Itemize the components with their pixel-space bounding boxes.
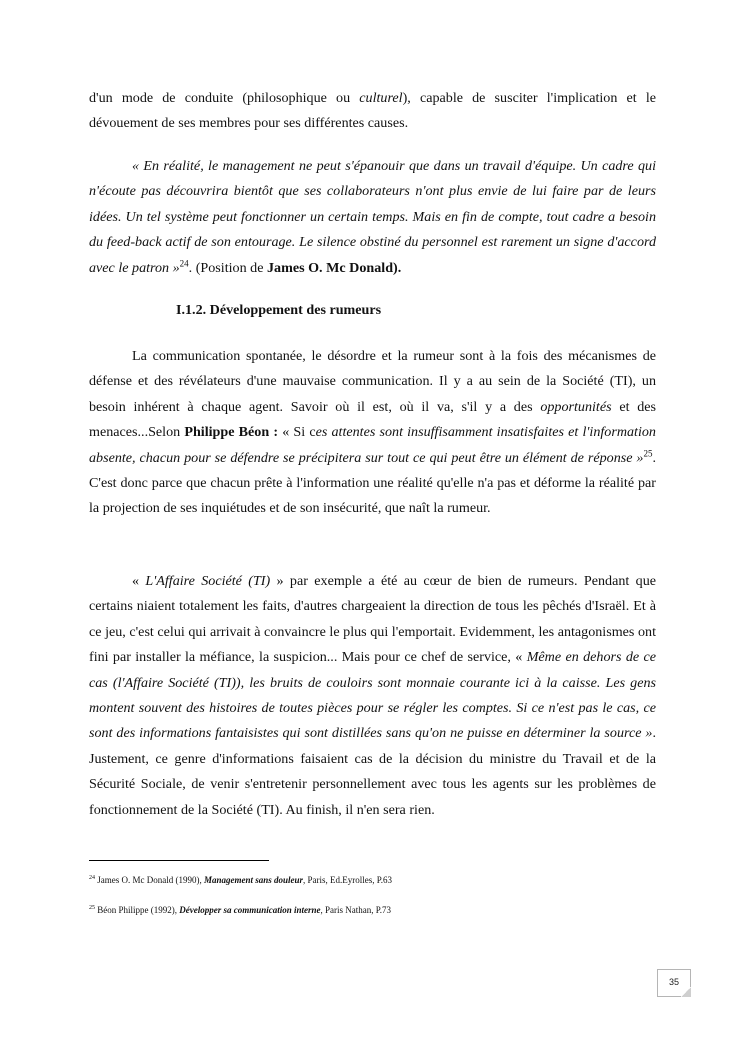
- paragraph-quote-mcdonald: [89, 154, 656, 281]
- text-run-italic: culturel: [359, 90, 403, 106]
- footnote-text: , Paris, Ed.Eyrolles, P.63: [303, 875, 393, 885]
- quotation-text: « En réalité, le management ne peut s'épanouir que dans un travail d'équipe. Un cadre qui n'écoute pas découvrira bientôt que ses collaborateurs n'ont plus envie de lui faire par de leurs idées. Un tel système peut fonctionner un certain temps. Mais en fin de compte, tout cadre a besoin du feed-back actif de son entourage. Le silence obstiné du personnel est rarement un signe d'accord avec le patron »: [89, 158, 656, 276]
- footnote-number: 24: [89, 875, 95, 881]
- footnote-24: [89, 874, 392, 886]
- footnote-book-title: Développer sa communication interne: [179, 905, 321, 915]
- author-name: Philippe Béon :: [184, 424, 279, 441]
- paragraph-rumeurs: [89, 344, 656, 522]
- text-run: ), capable de susciter l'implication et le dévouement de ses membres pour ses différentes causes.: [89, 90, 656, 132]
- text-run: « Si c: [278, 424, 316, 441]
- text-run-italic: L'Affaire Société (TI): [145, 573, 271, 589]
- footnote-ref-24: 24: [179, 257, 189, 268]
- text-run: . Justement, ce genre d'informations faisaient cas de la décision du ministre du Travail et de la Sécurité Sociale, de venir s'entretenir personnellement avec tous les agents sur les problèmes de fonctionnement de la Société (TI). Au finish, il n'en sera rien.: [89, 725, 656, 818]
- paragraph-affaire: [89, 569, 656, 823]
- text-run: «: [132, 573, 146, 589]
- text-run: et des menaces...Selon: [89, 398, 656, 441]
- page-curl-icon: [681, 987, 691, 997]
- text-run: . (Position de: [188, 259, 267, 276]
- footnote-ref-25: 25: [643, 447, 653, 458]
- author-name: James O. Mc Donald).: [266, 259, 402, 276]
- text-run: La communication spontanée, le désordre et la rumeur sont à la fois des mécanismes de défense et des révélateurs d'une mauvaise communication. Il y a au sein de la Société (TI), un besoin inhérent à chaque agent. Savoir où il est, où il va, s'il y a des: [89, 348, 656, 415]
- quotation-text: Même en dehors de ce cas (l'Affaire Société (TI)), les bruits de couloirs sont monnaie courante ici à la caisse. Les gens montent souvent des histoires de toutes pièces pour se régler les comptes. Si ce n'est pas le cas, ce sont des informations fantaisistes qui sont distillées sans qu'on ne puisse en déterminer la source »: [89, 649, 656, 742]
- page-number: [657, 969, 691, 997]
- footnote-separator: [89, 860, 269, 861]
- page-number-label: 35: [668, 977, 679, 987]
- footnote-book-title: Management sans douleur: [203, 875, 304, 885]
- text-run: . C'est donc parce que chacun prête à l'information une réalité qu'elle n'a pas et déforme la réalité par la projection de ses inquiétudes et de son insécurité, que naît la rumeur.: [89, 449, 656, 517]
- footnote-text: Béon Philippe (1992),: [95, 905, 180, 915]
- text-run-italic: opportunités: [540, 398, 612, 415]
- text-run: d'un mode de conduite (philosophique ou: [89, 90, 360, 106]
- section-heading: I.1.2. Développement des rumeurs: [176, 302, 382, 318]
- footnote-number: 25: [89, 905, 95, 911]
- footnote-text: James O. Mc Donald (1990),: [95, 875, 204, 885]
- paragraph-intro: [89, 86, 656, 137]
- text-run: » par exemple a été au cœur de bien de rumeurs. Pendant que certains niaient totalement les faits, d'autres chargeaient la direction de tous les pêchés d'Israël. Et à ce jeu, c'est celui qui arrivait à convaincre le plus qui l'emportait. Evidemment, les antagonismes ont fini par installer la méfiance, la suspicion... Mais pour ce chef de service, «: [89, 573, 656, 666]
- footnote-text: , Paris Nathan, P.73: [320, 905, 391, 915]
- quotation-text: es attentes sont insuffisamment insatisfaites et l'information absente, chacun pour se défendre se précipitera sur tout ce qui peut être un élément de réponse »: [89, 424, 656, 466]
- footnote-25: [89, 904, 391, 916]
